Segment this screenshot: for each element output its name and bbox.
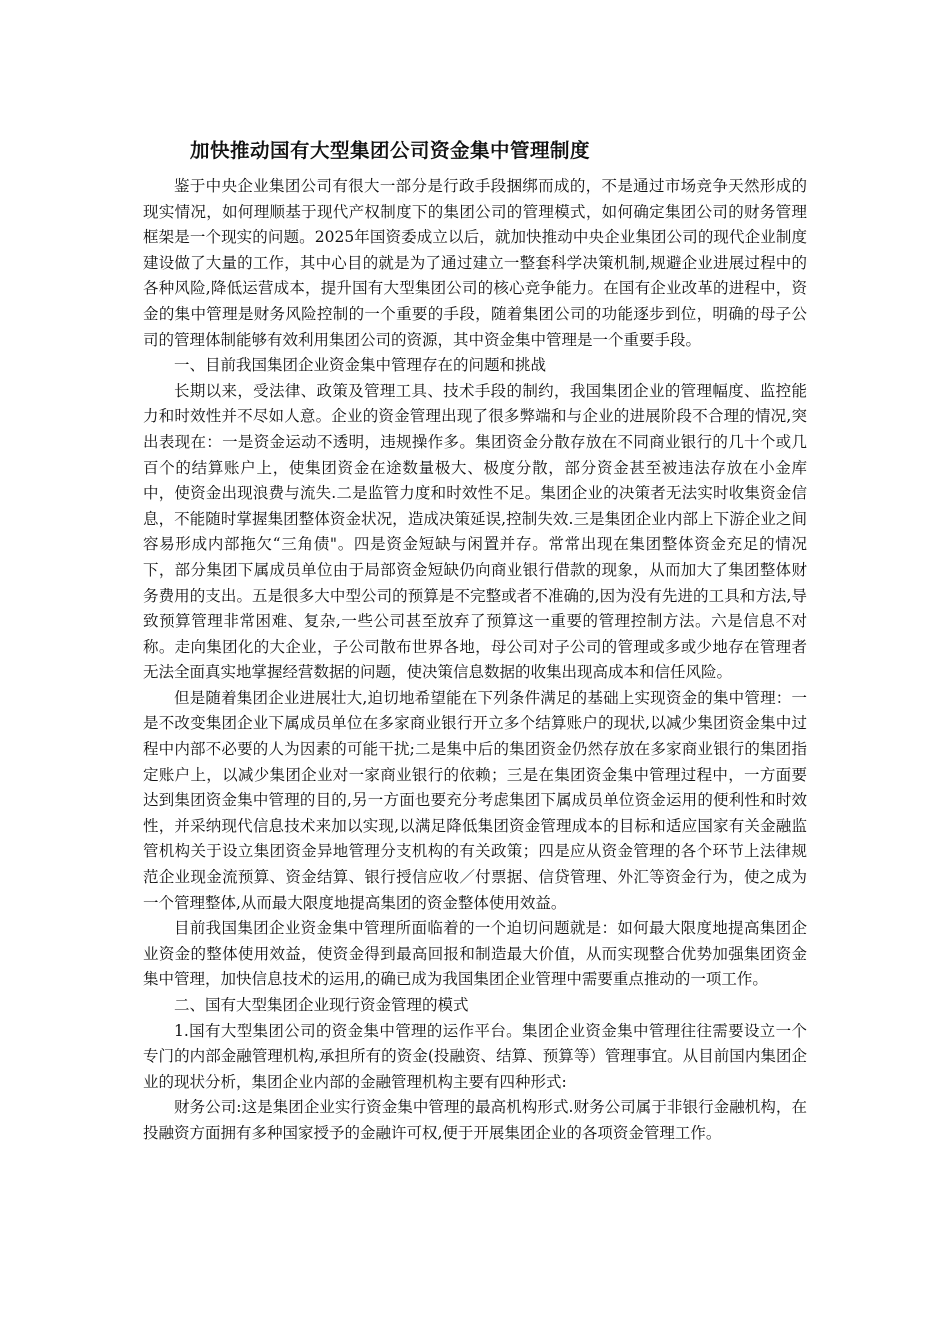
paragraph-urgent-issue: 目前我国集团企业资金集中管理所面临着的一个迫切问题就是：如何最大限度地提高集团企业资金的整体使用效益，使资金得到最高回报和制造最大价值，从而实现整合优势加强集团资金集中管理，加快信息技术的运用,的确已成为我国集团企业管理中需要重点推动的一项工作。 [143, 919, 807, 989]
document-body [143, 174, 807, 1147]
paragraph-intro: 鉴于中央企业集团公司有很大一部分是行政手段捆绑而成的，不是通过市场竞争天然形成的现实情况，如何理顺基于现代产权制度下的集团公司的管理模式，如何确定集团公司的财务管理框架是一个现实的问题。2025年国资委成立以后，就加快推动中央企业集团公司的现代企业制度建设做了大量的工作，其中心目的就是为了通过建立一整套科学决策机制,规避企业进展过程中的各种风险,降低运营成本，提升国有大型集团公司的核心竞争能力。在国有企业改革的进程中，资金的集中管理是财务风险控制的一个重要的手段，随着集团公司的功能逐步到位，明确的母子公司的管理体制能够有效利用集团公司的资源，其中资金集中管理是一个重要手段。 [143, 177, 807, 349]
paragraph-platform: 1.国有大型集团公司的资金集中管理的运作平台。集团企业资金集中管理往往需要设立一个专门的内部金融管理机构,承担所有的资金(投融资、结算、预算等）管理事宜。从目前国内集团企业的现状分析，集团企业内部的金融管理机构主要有四种形式: [143, 1021, 807, 1091]
paragraph-conditions: 但是随着集团企业进展壮大,迫切地希望能在下列条件满足的基础上实现资金的集中管理：一是不改变集团企业下属成员单位在多家商业银行开立多个结算账户的现状,以减少集团资金集中过程中内部不必要的人为因素的可能干扰;二是集中后的集团资金仍然存放在多家商业银行的集团指定账户上，以减少集团企业对一家商业银行的依赖；三是在集团资金集中管理过程中，一方面要达到集团资金集中管理的目的,另一方面也要充分考虑集团下属成员单位资金运用的便利性和时效性，并采纳现代信息技术来加以实现,以满足降低集团资金管理成本的目标和适应国家有关金融监管机构关于设立集团资金异地管理分支机构的有关政策；四是应从资金管理的各个环节上法律规范企业现金流预算、资金结算、银行授信应收／付票据、信贷管理、外汇等资金行为，使之成为一个管理整体,从而最大限度地提高集团的资金整体使用效益。 [143, 688, 807, 912]
document-title: 加快推动国有大型集团公司资金集中管理制度 [190, 139, 591, 162]
paragraph-finance-company: 财务公司:这是集团企业实行资金集中管理的最高机构形式.财务公司属于非银行金融机构，在投融资方面拥有多种国家授予的金融许可权,便于开展集团企业的各项资金管理工作。 [143, 1098, 807, 1142]
section-heading-1: 一、目前我国集团企业资金集中管理存在的问题和挑战 [174, 356, 547, 375]
section-heading-2: 二、国有大型集团企业现行资金管理的模式 [174, 996, 469, 1014]
paragraph-problems: 长期以来，受法律、政策及管理工具、技术手段的制约，我国集团企业的管理幅度、监控能力和时效性并不尽如人意。企业的资金管理出现了很多弊端和与企业的进展阶段不合理的情况,突出表现在：一是资金运动不透明，违规操作多。集团资金分散存放在不同商业银行的几十个或几百个的结算账户上，使集团资金在途数量极大、极度分散，部分资金甚至被违法存放在小金库中，使资金出现浪费与流失.二是监管力度和时效性不足。集团企业的决策者无法实时收集资金信息，不能随时掌握集团整体资金状况，造成决策延误,控制失效.三是集团企业内部上下游企业之间容易形成内部拖欠“三角债"。四是资金短缺与闲置并存。常常出现在集团整体资金充足的情况下，部分集团下属成员单位由于局部资金短缺仍向商业银行借款的现象，从而加大了集团整体财务费用的支出。五是很多大中型公司的预算是不完整或者不准确的,因为没有先进的工具和方法,导致预算管理非常困难、复杂,一些公司甚至放弃了预算这一重要的管理控制方法。六是信息不对称。走向集团化的大企业，子公司散布世界各地，母公司对子公司的管理或多或少地存在管理者无法全面真实地掌握经营数据的问题，使决策信息数据的收集出现高成本和信任风险。 [143, 381, 807, 682]
